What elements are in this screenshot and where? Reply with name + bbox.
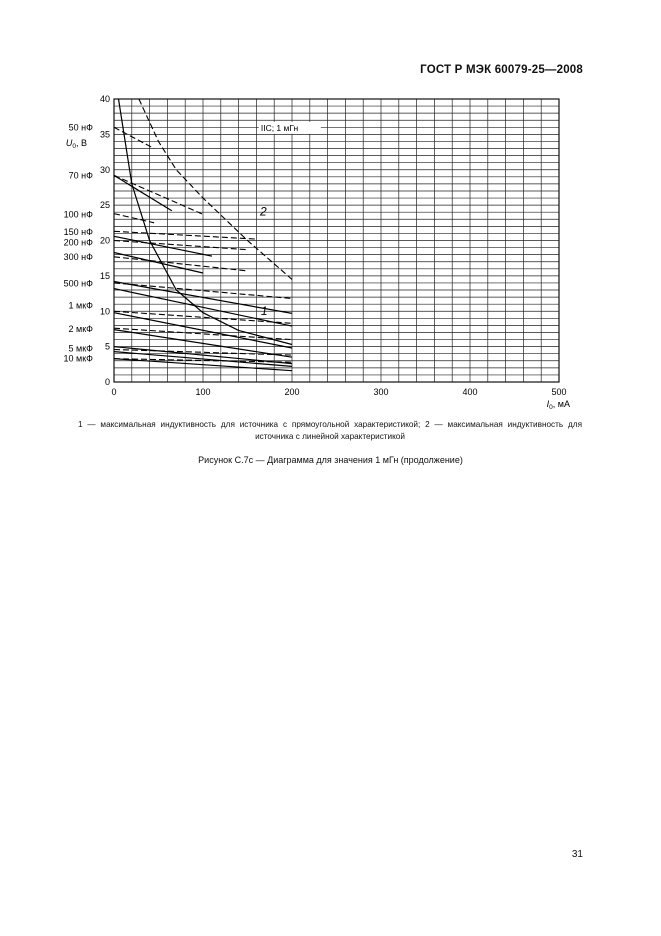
curve-label-1: 1 <box>260 303 268 318</box>
y-tick-label: 20 <box>99 235 110 246</box>
annotation-label: IIC; 1 мГн <box>260 122 299 133</box>
solid-series-line <box>114 253 203 274</box>
capacitance-label: 2 мкФ <box>68 323 93 334</box>
capacitance-label: 10 мкФ <box>63 353 93 364</box>
capacitance-label: 1 мкФ <box>68 300 93 311</box>
capacitance-label: 100 нФ <box>63 209 93 220</box>
capacitance-label: 150 нФ <box>63 227 93 238</box>
dashed-series-line <box>114 127 154 148</box>
y-tick-label: 25 <box>99 200 110 211</box>
x-tick-label: 400 <box>462 387 478 397</box>
chart-legend-caption: 1 — максимальная индуктивность для источника с прямоугольной характеристикой; 2 — максимальная индуктивность для источника с линейной характеристикой <box>78 420 582 441</box>
x-tick-label: 300 <box>373 387 389 397</box>
y-tick-label: 5 <box>104 341 110 352</box>
y-tick-label: 10 <box>99 306 110 317</box>
y-tick-label: 40 <box>99 94 110 104</box>
capacitance-label: 200 нФ <box>63 237 93 248</box>
document-header: ГОСТ Р МЭК 60079-25—2008 <box>420 64 583 76</box>
capacitance-label: 300 нФ <box>63 251 93 262</box>
capacitance-label: 50 нФ <box>68 122 93 133</box>
y-tick-label: 0 <box>104 377 110 387</box>
page-number: 31 <box>571 849 583 860</box>
inductance-chart <box>0 0 661 420</box>
dashed-series-line <box>114 241 248 250</box>
curve-label-2: 2 <box>259 204 267 219</box>
x-tick-label: 500 <box>551 387 567 397</box>
y-tick-label: 15 <box>99 270 110 281</box>
y-tick-label: 30 <box>99 164 110 175</box>
capacitance-label: 70 нФ <box>68 170 93 181</box>
y-axis-label: $U_0$, В <box>65 138 87 150</box>
figure-title: Рисунок С.7с — Диаграмма для значения 1 мГн (продолжение) <box>198 455 463 465</box>
y-tick-label: 35 <box>99 129 110 140</box>
solid-series-line <box>114 175 172 210</box>
capacitance-label: 5 мкФ <box>68 343 93 354</box>
x-tick-label: 0 <box>111 387 117 397</box>
x-tick-label: 100 <box>195 387 211 397</box>
x-tick-label: 200 <box>284 387 300 397</box>
capacitance-label: 500 нФ <box>63 278 93 289</box>
dashed-series-line <box>114 214 154 223</box>
dashed-series-line <box>114 175 203 214</box>
x-axis-label: $I_0$, мА <box>546 399 570 411</box>
